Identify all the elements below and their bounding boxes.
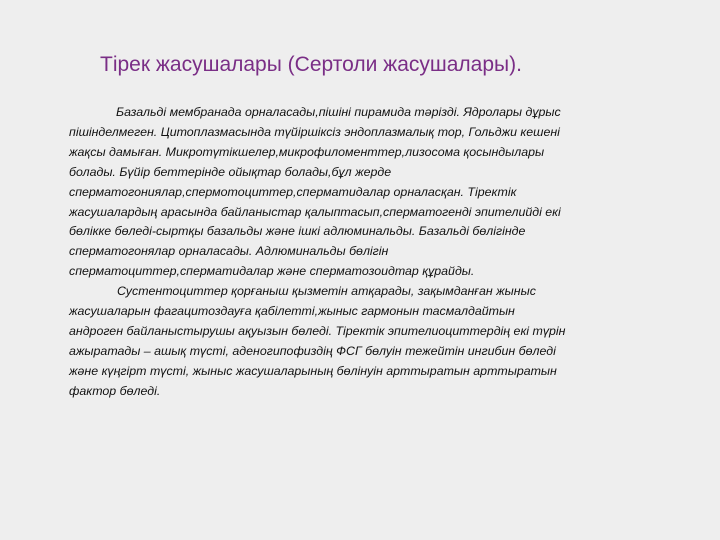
slide-title: Тірек жасушалары (Сертоли жасушалары).: [100, 53, 522, 76]
body-line: сперматогонялар орналасады. Адлюминальды бөлігін: [69, 244, 389, 259]
body-line: жақсы дамыған. Микротүтікшелер,микрофиломенттер,лизосома қосындылары: [69, 144, 545, 159]
body-line: жасушаларын фагацитоздауға қабілетті,жыныс гармонын тасмалдайтын: [69, 304, 515, 319]
slide-body: [69, 103, 689, 402]
body-line: пішінделмеген. Цитоплазмасында түйіршіксіз эндоплазмалық тор, Гольджи кешені: [69, 124, 560, 139]
body-line: ажыратады – ашық түсті, аденогипофиздің ФСГ бөлуін тежейтін ингибин бөледі: [69, 343, 556, 358]
body-line: Сустентоциттер қорғаныш қызметін атқарады, зақымданған жыныс: [117, 284, 536, 299]
body-line: сперматогониялар,спермотоциттер,сперматидалар орналасқан. Тіректік: [69, 184, 517, 199]
body-line: сперматоциттер,сперматидалар және сперматозоидтар құрайды.: [69, 264, 475, 279]
body-line: жасушалардың арасында байланыстар қалыптасып,сперматогенді эпителийді екі: [69, 204, 561, 219]
body-line: бөлікке бөледі-сыртқы базальды және ішкі адлюминальды. Базальді бөлігінде: [69, 224, 526, 239]
body-line: Базальді мембранада орналасады,пішіні пирамида тәрізді. Ядролары дұрыс: [116, 105, 561, 119]
body-line: фактор бөледі.: [69, 383, 161, 398]
body-line: болады. Бүйір беттерінде ойықтар болады,бұл жерде: [69, 164, 392, 179]
body-line: және күңгірт түсті, жыныс жасушаларының бөлінуін арттыратын арттыратын: [69, 363, 557, 378]
body-line: андроген байланыстырушы ақуызын бөледі. Тіректік эпителиоциттердің екі түрін: [69, 323, 566, 338]
